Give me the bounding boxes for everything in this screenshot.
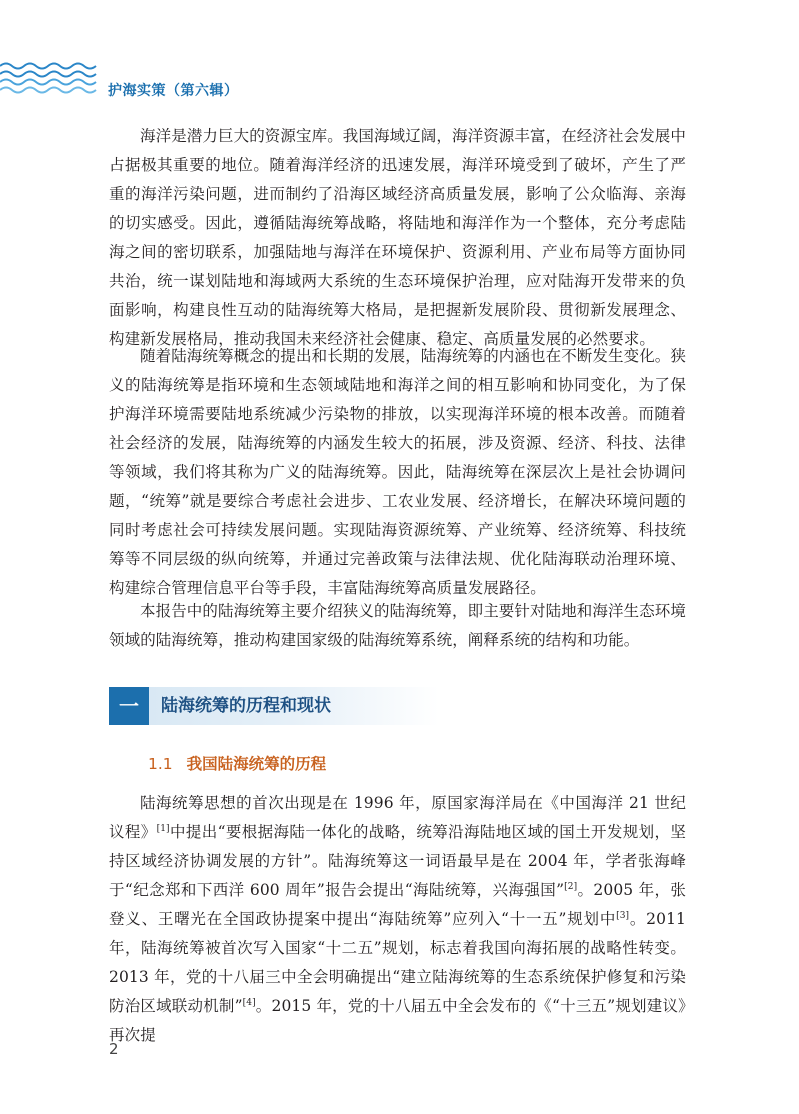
subsection-heading bbox=[148, 752, 326, 774]
page-number: 2 bbox=[109, 1040, 119, 1058]
history-text-5: 。2015 年，党的十八届五中全会发布的《“十三五”规划建议》再次提 bbox=[109, 997, 687, 1044]
history-text-4: 。2011 年，陆海统筹被首次写入国家“十二五”规划，标志着我国向海拓展的战略性转变。2013 年，党的十八届三中全会明确提出“建立陆海统筹的生态系统保护修复和污染防治区域联动机制” bbox=[109, 910, 687, 1015]
history-text-3: 。2005 年，张登义、王曙光在全国政协提案中提出“海陆统筹”应列入“十一五”规划中 bbox=[109, 881, 686, 928]
citation-ref-3[interactable]: [3] bbox=[616, 910, 630, 921]
subsection-number: 1.1 bbox=[148, 755, 173, 773]
intro-paragraph-1: 海洋是潜力巨大的资源宝库。我国海域辽阔，海洋资源丰富，在经济社会发展中占据极其重要的地位。随着海洋经济的迅速发展，海洋环境受到了破坏，产生了严重的海洋污染问题，进而制约了沿海区域经济高质量发展，影响了公众临海、亲海的切实感受。因此，遵循陆海统筹战略，将陆地和海洋作为一个整体，充分考虑陆海之间的密切联系，加强陆地与海洋在环境保护、资源利用、产业布局等方面协同共治，统一谋划陆地和海域两大系统的生态环境保护治理，应对陆海开发带来的负面影响，构建良性互动的陆海统筹大格局，是把握新发展阶段、贯彻新发展理念、构建新发展格局，推动我国未来经济社会健康、稳定、高质量发展的必然要求。 bbox=[109, 127, 687, 348]
intro-paragraph-2: 随着陆海统筹概念的提出和长期的发展，陆海统筹的内涵也在不断发生变化。狭义的陆海统筹是指环境和生态领域陆地和海洋之间的相互影响和协同变化，为了保护海洋环境需要陆地系统减少污染物的排放，以实现海洋环境的根本改善。而随着社会经济的发展，陆海统筹的内涵发生较大的拓展，涉及资源、经济、科技、法律等领域，我们将其称为广义的陆海统筹。因此，陆海统筹在深层次上是社会协调问题，“统筹”就是要综合考虑社会进步、工农业发展、经济增长，在解决环境问题的同时考虑社会可持续发展问题。实现陆海资源统筹、产业统筹、经济统筹、科技统筹等不同层级的纵向统筹，并通过完善政策与法律法规、优化陆海联动治理环境、构建综合管理信息平台等手段，丰富陆海统筹高质量发展路径。 bbox=[109, 347, 687, 597]
intro-paragraph-3: 本报告中的陆海统筹主要介绍狭义的陆海统筹，即主要针对陆地和海洋生态环境领域的陆海统筹，推动构建国家级的陆海统筹系统，阐释系统的结构和功能。 bbox=[109, 602, 687, 649]
running-header-title: 护海实策（第六辑） bbox=[108, 83, 239, 99]
history-text-1: 陆海统筹思想的首次出现是在 1996 年，原国家海洋局在《中国海洋 21 世纪议程》 bbox=[109, 794, 686, 841]
citation-ref-2[interactable]: [2] bbox=[564, 881, 578, 892]
wave-logo-icon bbox=[0, 60, 100, 96]
history-text-2: 中提出“要根据海陆一体化的战略，统筹沿海陆地区域的国土开发规划，坚持区域经济协调发展的方针”。陆海统筹这一词语最早是在 2004 年，学者张海峰于“纪念郑和下西洋 600 周年”报告会提出“海陆统筹，兴海强国” bbox=[109, 823, 686, 899]
citation-ref-1[interactable]: [1] bbox=[156, 823, 170, 834]
subsection-title: 我国陆海统筹的历程 bbox=[186, 755, 327, 773]
section-heading bbox=[109, 687, 439, 725]
citation-ref-4[interactable]: [4] bbox=[242, 997, 256, 1008]
history-paragraph bbox=[109, 789, 686, 1050]
section-title: 陆海统筹的历程和现状 bbox=[161, 696, 331, 716]
section-number: 一 bbox=[109, 687, 149, 725]
